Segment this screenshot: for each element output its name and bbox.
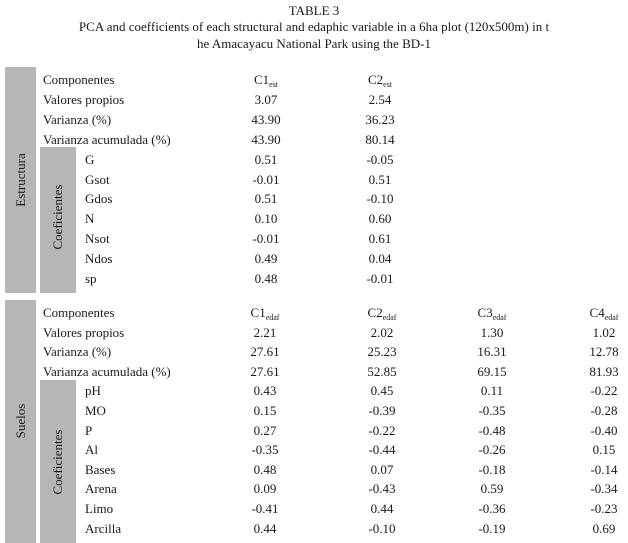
cell-value: 16.31: [477, 344, 507, 360]
coef-row: [0, 460, 628, 479]
header-label: Componentes: [43, 305, 115, 320]
cell-value: -0.28: [590, 403, 618, 418]
cell-value: -0.01: [366, 271, 394, 286]
summary-row: [0, 90, 628, 109]
row-label: Nsot: [85, 231, 110, 247]
cell-value: 3.07: [254, 91, 278, 107]
row-label: MO: [85, 403, 106, 418]
header-label: Componentes: [43, 72, 115, 87]
cell-value: -0.48: [478, 422, 506, 438]
cell-value: 0.27: [253, 422, 277, 438]
cell-value: 0.51: [254, 151, 278, 167]
cell-value: 1.02: [592, 324, 616, 340]
cell-value: -0.10: [366, 191, 394, 207]
table-label: TABLE 3: [288, 3, 340, 18]
cell-value: -0.44: [368, 442, 396, 458]
cell-value: 0.61: [368, 231, 392, 247]
cell-value: 43.90: [251, 131, 281, 147]
cell-value: 0.11: [480, 383, 504, 399]
coef-row: [0, 401, 628, 420]
cell-value: -0.40: [590, 422, 618, 438]
cell-value: -0.01: [252, 231, 280, 247]
row-label: G: [85, 151, 95, 167]
row-label: Al: [85, 442, 98, 458]
suelos-coef-label: Coeficientes: [50, 429, 65, 495]
cell-value: 1.30: [480, 324, 504, 340]
cell-value: 0.48: [253, 461, 277, 477]
summary-row: [0, 342, 628, 361]
cell-value: -0.05: [366, 151, 394, 167]
cell-value: 0.51: [368, 171, 392, 187]
coef-row: [0, 150, 628, 169]
estructura-section: [0, 67, 628, 293]
cell-value: 0.09: [253, 481, 277, 497]
cell-value: 0.44: [370, 501, 394, 516]
cell-value: 0.43: [253, 383, 277, 399]
row-label: Gdos: [85, 191, 113, 207]
column-header-main: C4: [589, 305, 605, 320]
column-header-sub: edaf: [382, 313, 397, 322]
row-label: Varianza (%): [43, 344, 112, 360]
table-caption-line-1: PCA and coefficients of each structural and edaphic variable in a 6ha plot (120x500m) in t: [78, 19, 550, 34]
cell-value: 0.69: [592, 520, 616, 536]
suelos-section: [0, 300, 628, 543]
column-header-main: C1: [253, 72, 270, 87]
row-label: Gsot: [85, 171, 110, 187]
summary-row: [0, 323, 628, 342]
suelos-header-row: [0, 303, 628, 322]
column-header-sub: edaf: [265, 313, 280, 322]
column-header-main: C2: [367, 305, 383, 320]
cell-value: 0.07: [370, 461, 394, 477]
column-header-sub: edaf: [492, 313, 507, 322]
cell-value: 0.15: [592, 442, 616, 458]
cell-value: -0.34: [590, 481, 618, 497]
cell-value: 0.51: [254, 191, 278, 207]
coef-row: [0, 499, 628, 518]
cell-value: -0.41: [251, 501, 279, 516]
coef-row: [0, 209, 628, 228]
cell-value: -0.26: [478, 442, 506, 458]
cell-value: 43.90: [251, 111, 281, 127]
summary-row: [0, 110, 628, 129]
coef-row: [0, 249, 628, 268]
coef-row: [0, 440, 628, 459]
table-caption-line-2: he Amacayacu National Park using the BD-1: [197, 36, 431, 51]
summary-row: [0, 362, 628, 381]
coef-row: [0, 229, 628, 248]
row-label: Arcilla: [85, 520, 122, 536]
estructura-coef-label: Coeficientes: [50, 184, 65, 250]
cell-value: 0.15: [253, 403, 277, 418]
cell-value: 80.14: [365, 131, 395, 147]
row-label: Arena: [85, 481, 117, 497]
estructura-header-row: [0, 70, 628, 89]
row-label: Valores propios: [43, 324, 125, 340]
coef-row: [0, 189, 628, 208]
cell-value: 0.10: [254, 211, 278, 227]
cell-value: -0.36: [478, 501, 506, 516]
cell-value: 69.15: [477, 363, 507, 379]
column-header-main: C1: [250, 305, 266, 320]
row-label: Bases: [85, 461, 116, 477]
column-header-sub: edaf: [604, 313, 619, 322]
estructura-section-label: Estructura: [13, 153, 28, 207]
row-label: Limo: [85, 501, 114, 516]
cell-value: -0.01: [252, 171, 280, 187]
column-header-main: C3: [477, 305, 493, 320]
cell-value: 0.04: [368, 251, 392, 267]
row-label: P: [85, 422, 93, 438]
row-label: Ndos: [85, 251, 113, 267]
row-label: Varianza (%): [43, 111, 112, 127]
coef-row: [0, 269, 628, 288]
coef-row: [0, 421, 628, 440]
cell-value: -0.39: [368, 403, 396, 418]
cell-value: 52.85: [367, 363, 397, 379]
cell-value: 0.45: [370, 383, 394, 399]
row-label: Varianza acumulada (%): [43, 131, 171, 147]
row-label: Varianza acumulada (%): [43, 363, 171, 379]
cell-value: 0.59: [480, 481, 504, 497]
coef-row: [0, 479, 628, 498]
cell-value: -0.23: [590, 501, 618, 516]
cell-value: 0.49: [254, 251, 278, 267]
row-label: Valores propios: [43, 91, 125, 107]
cell-value: -0.43: [368, 481, 396, 497]
cell-value: -0.35: [251, 442, 279, 458]
cell-value: -0.22: [590, 383, 618, 399]
cell-value: 2.54: [368, 91, 392, 107]
cell-value: 27.61: [250, 344, 280, 360]
coef-row: [0, 170, 628, 189]
column-header-sub: est: [383, 80, 393, 89]
cell-value: -0.10: [368, 520, 396, 536]
cell-value: 0.60: [368, 211, 392, 227]
row-label: N: [85, 211, 95, 227]
column-header-main: C2: [367, 72, 384, 87]
suelos-section-label: Suelos: [13, 403, 28, 439]
summary-row: [0, 130, 628, 149]
row-label: pH: [85, 383, 101, 399]
cell-value: -0.18: [478, 461, 506, 477]
column-header-sub: est: [269, 80, 279, 89]
cell-value: 2.02: [370, 324, 394, 340]
cell-value: 0.44: [253, 520, 277, 536]
cell-value: 0.48: [254, 271, 278, 286]
row-label: sp: [85, 271, 97, 286]
coef-row: [0, 381, 628, 400]
cell-value: -0.19: [478, 520, 506, 536]
coef-row: [0, 519, 628, 538]
cell-value: 2.21: [253, 324, 277, 340]
cell-value: -0.35: [478, 403, 506, 418]
cell-value: 25.23: [367, 344, 397, 360]
cell-value: -0.14: [590, 461, 618, 477]
cell-value: 27.61: [250, 363, 280, 379]
cell-value: 81.93: [589, 363, 619, 379]
cell-value: -0.22: [368, 422, 396, 438]
cell-value: 36.23: [365, 111, 395, 127]
cell-value: 12.78: [589, 344, 619, 360]
